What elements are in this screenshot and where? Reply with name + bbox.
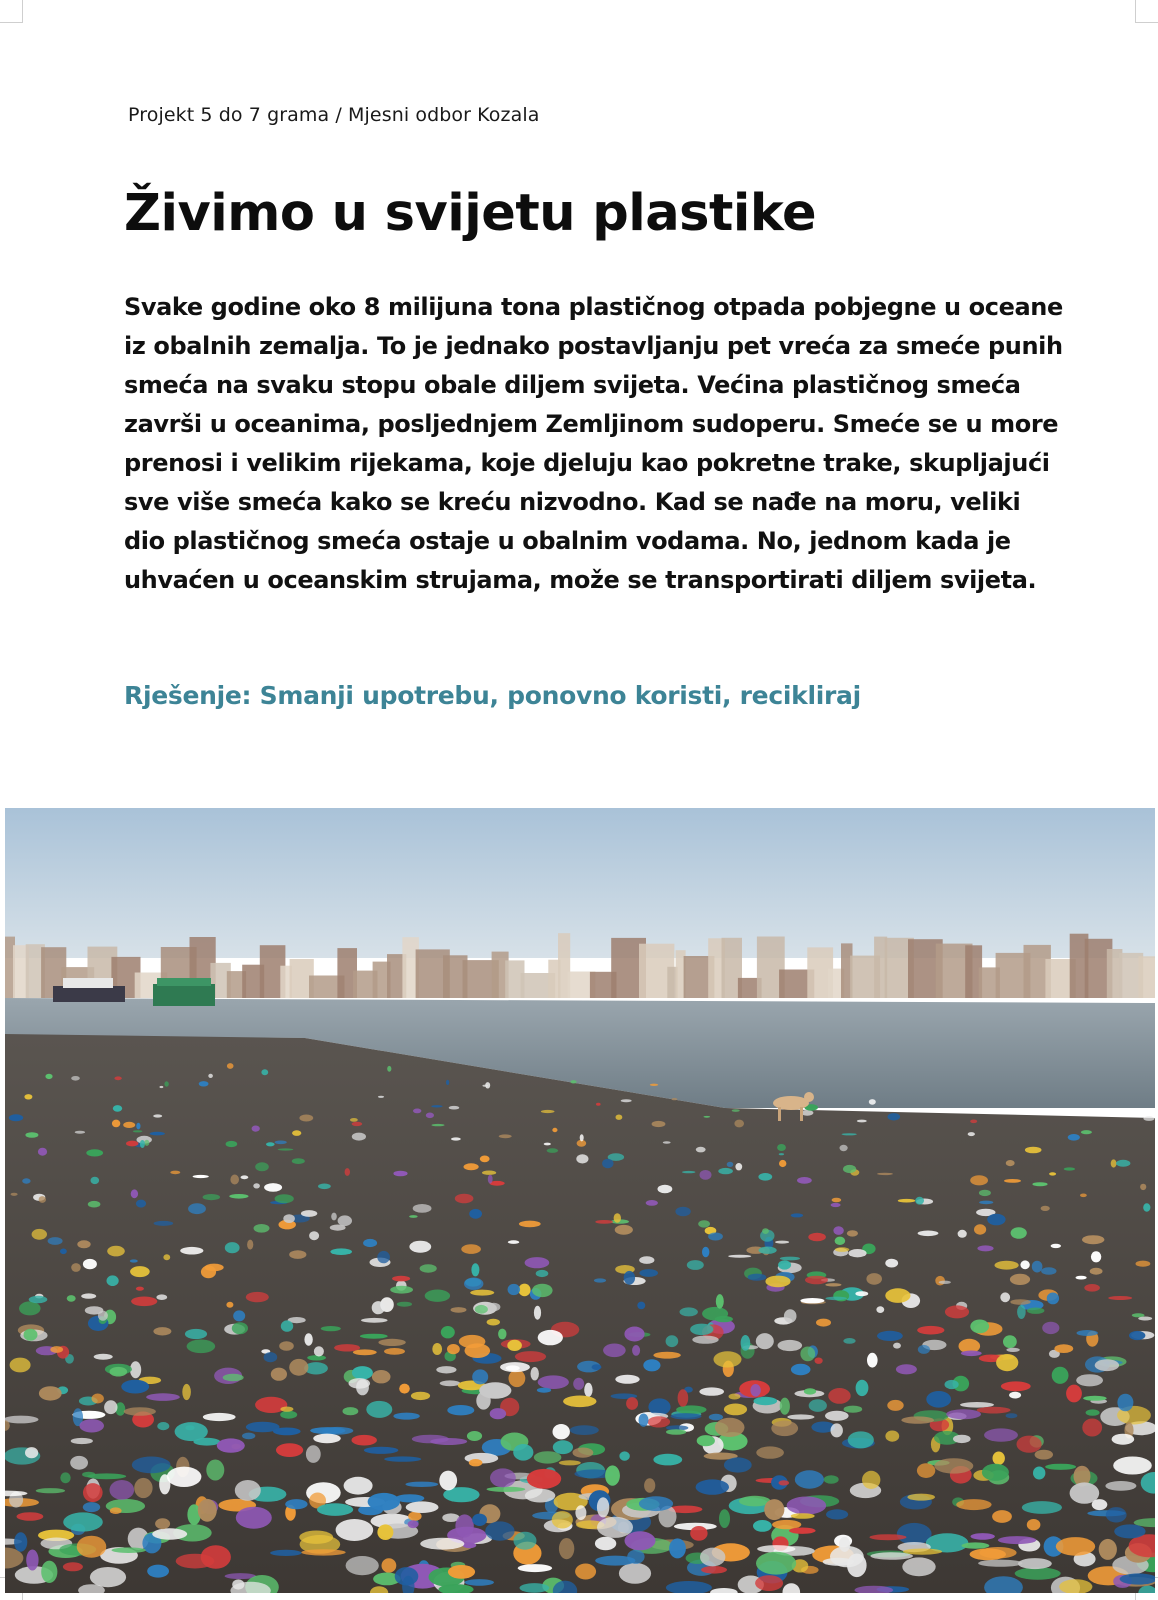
photo-illustration bbox=[5, 808, 1155, 1593]
project-kicker: Projekt 5 do 7 grama / Mjesni odbor Kozala bbox=[128, 104, 540, 126]
solution-line: Rješenje: Smanji upotrebu, ponovno koristi, recikliraj bbox=[124, 681, 861, 710]
crop-mark-top-left bbox=[0, 0, 23, 23]
crop-mark-top-right bbox=[1135, 0, 1158, 23]
page-title: Živimo u svijetu plastike bbox=[124, 184, 817, 243]
riverbank-plastic-waste-photo bbox=[5, 808, 1155, 1593]
sky bbox=[5, 808, 1155, 958]
article-body: Svake godine oko 8 milijuna tona plastičnog otpada pobjegne u oceane iz obalnih zemalja. To je jednako postavljanju pet vreća za smeće punih smeća na svaku stopu obale diljem svijeta. Većina plastičnog smeća završi u oceanima, posljednjem Zemljinom sudoperu. Smeće se u more prenosi i velikim rijekama, koje djeluju kao pokretne trake, skupljajući sve više smeća kako se kreću nizvodno. Kad se nađe na moru, veliki dio plastičnog smeća ostaje u obalnim vodama. No, jednom kada je uhvaćen u oceanskim strujama, može se transportirati diljem svijeta. bbox=[124, 293, 1063, 594]
